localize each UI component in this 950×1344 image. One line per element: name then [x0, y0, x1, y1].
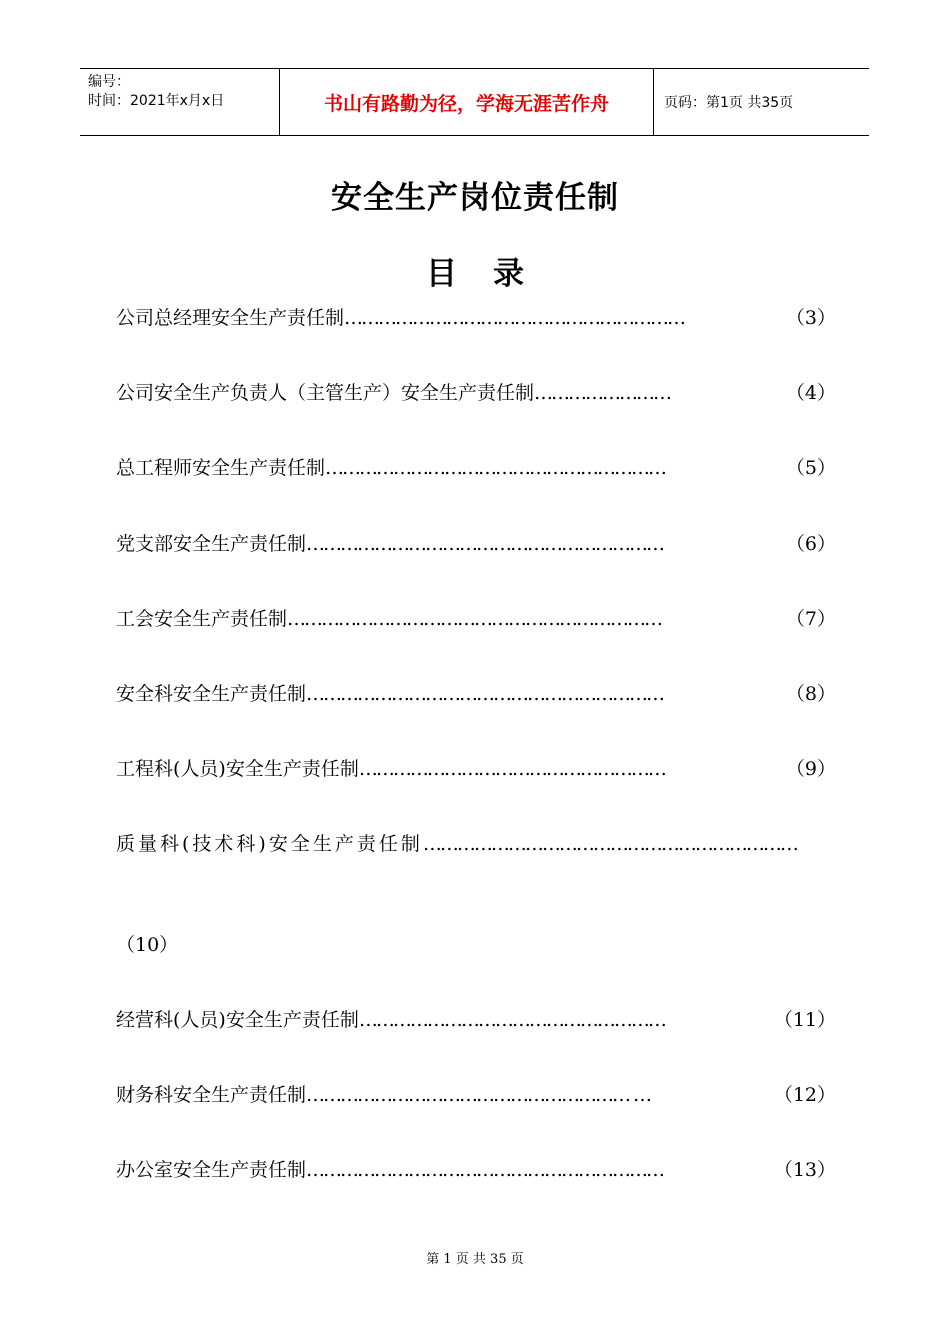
- toc-entry-label: 质量科(技术科)安全生产责任制: [116, 833, 423, 855]
- toc-entry-label: 工会安全生产责任制: [116, 608, 288, 630]
- toc-leader-dots: ………………………………………………: [358, 1009, 665, 1031]
- toc-leader-dots: ………………………………………………: [358, 758, 665, 780]
- toc-entry[interactable]: [116, 756, 836, 782]
- toc-entry-page: （11）: [773, 1009, 836, 1031]
- toc-entry-page[interactable]: （10）: [116, 934, 179, 956]
- toc-leader-dots: …………………………………………………………: [287, 608, 662, 630]
- toc-entry-page: （12）: [773, 1084, 836, 1106]
- toc-entry-page: （6）: [785, 533, 836, 555]
- toc-entry-label: 财务科安全生产责任制: [116, 1084, 307, 1106]
- toc-entry-page: [830, 831, 836, 857]
- toc-entry-label: 公司安全生产负责人（主管生产）安全生产责任制: [116, 382, 535, 404]
- time-label: 时间：2021年x月x日: [88, 93, 225, 109]
- toc-title: [0, 248, 950, 293]
- toc-entry-label: 党支部安全生产责任制: [116, 533, 307, 555]
- toc-entry[interactable]: [116, 1007, 836, 1033]
- toc-entry-label: 经营科(人员)安全生产责任制: [116, 1009, 359, 1031]
- toc-leader-dots: ………………………………………………… …: [306, 1084, 651, 1106]
- toc-entry[interactable]: [116, 1157, 836, 1183]
- header-motto: 书山有路勤为径，学海无涯苦作舟: [280, 69, 654, 135]
- header-page-info: 页码：第1页 共35页: [664, 95, 794, 111]
- toc-entry-page: （8）: [785, 683, 836, 705]
- header-meta: [80, 69, 280, 135]
- toc-entry-page: （7）: [785, 608, 836, 630]
- toc-entry-page: （5）: [785, 457, 836, 479]
- toc-leader-dots: ……………………………………………………: [325, 457, 666, 479]
- document-title: 安全生产岗位责任制: [331, 180, 619, 216]
- toc-entry-page: （13）: [773, 1159, 836, 1181]
- number-label: 编号：: [88, 74, 130, 90]
- toc-title-char: 录: [493, 256, 524, 292]
- page-header: [80, 68, 869, 136]
- toc-entry[interactable]: [116, 531, 836, 557]
- toc-entry[interactable]: [116, 681, 836, 707]
- toc-entry-page: （3）: [785, 307, 836, 329]
- toc-leader-dots: ………………………………………………………: [306, 1159, 664, 1181]
- toc-entry-label: 办公室安全生产责任制: [116, 1159, 307, 1181]
- toc-entry[interactable]: [116, 380, 836, 406]
- toc-entry[interactable]: [116, 831, 836, 857]
- toc-entry[interactable]: [116, 606, 836, 632]
- toc-leader-dots: ……………………………………………………: [344, 307, 685, 329]
- page-footer: 第 1 页 共 35 页: [426, 1252, 524, 1267]
- toc-entry-label: 安全科安全生产责任制: [116, 683, 307, 705]
- toc-entry-label: 公司总经理安全生产责任制: [116, 307, 345, 329]
- toc-entry[interactable]: [116, 1082, 836, 1108]
- toc-entry-page: （9）: [785, 758, 836, 780]
- toc-leader-dots: ………………………………………………………: [306, 533, 664, 555]
- toc-entry[interactable]: [116, 455, 836, 481]
- toc-title-char: 目: [426, 256, 457, 292]
- toc-entry[interactable]: [116, 305, 836, 331]
- toc-leader-dots: ……………………: [534, 382, 671, 404]
- toc-entry-page: （4）: [785, 382, 836, 404]
- toc-leader-dots: ………………………………………………………: [306, 683, 664, 705]
- toc-entry-label: 总工程师安全生产责任制: [116, 457, 326, 479]
- toc-leader-dots: …………………………………………………………: [422, 833, 797, 855]
- toc-entry-label: 工程科(人员)安全生产责任制: [116, 758, 359, 780]
